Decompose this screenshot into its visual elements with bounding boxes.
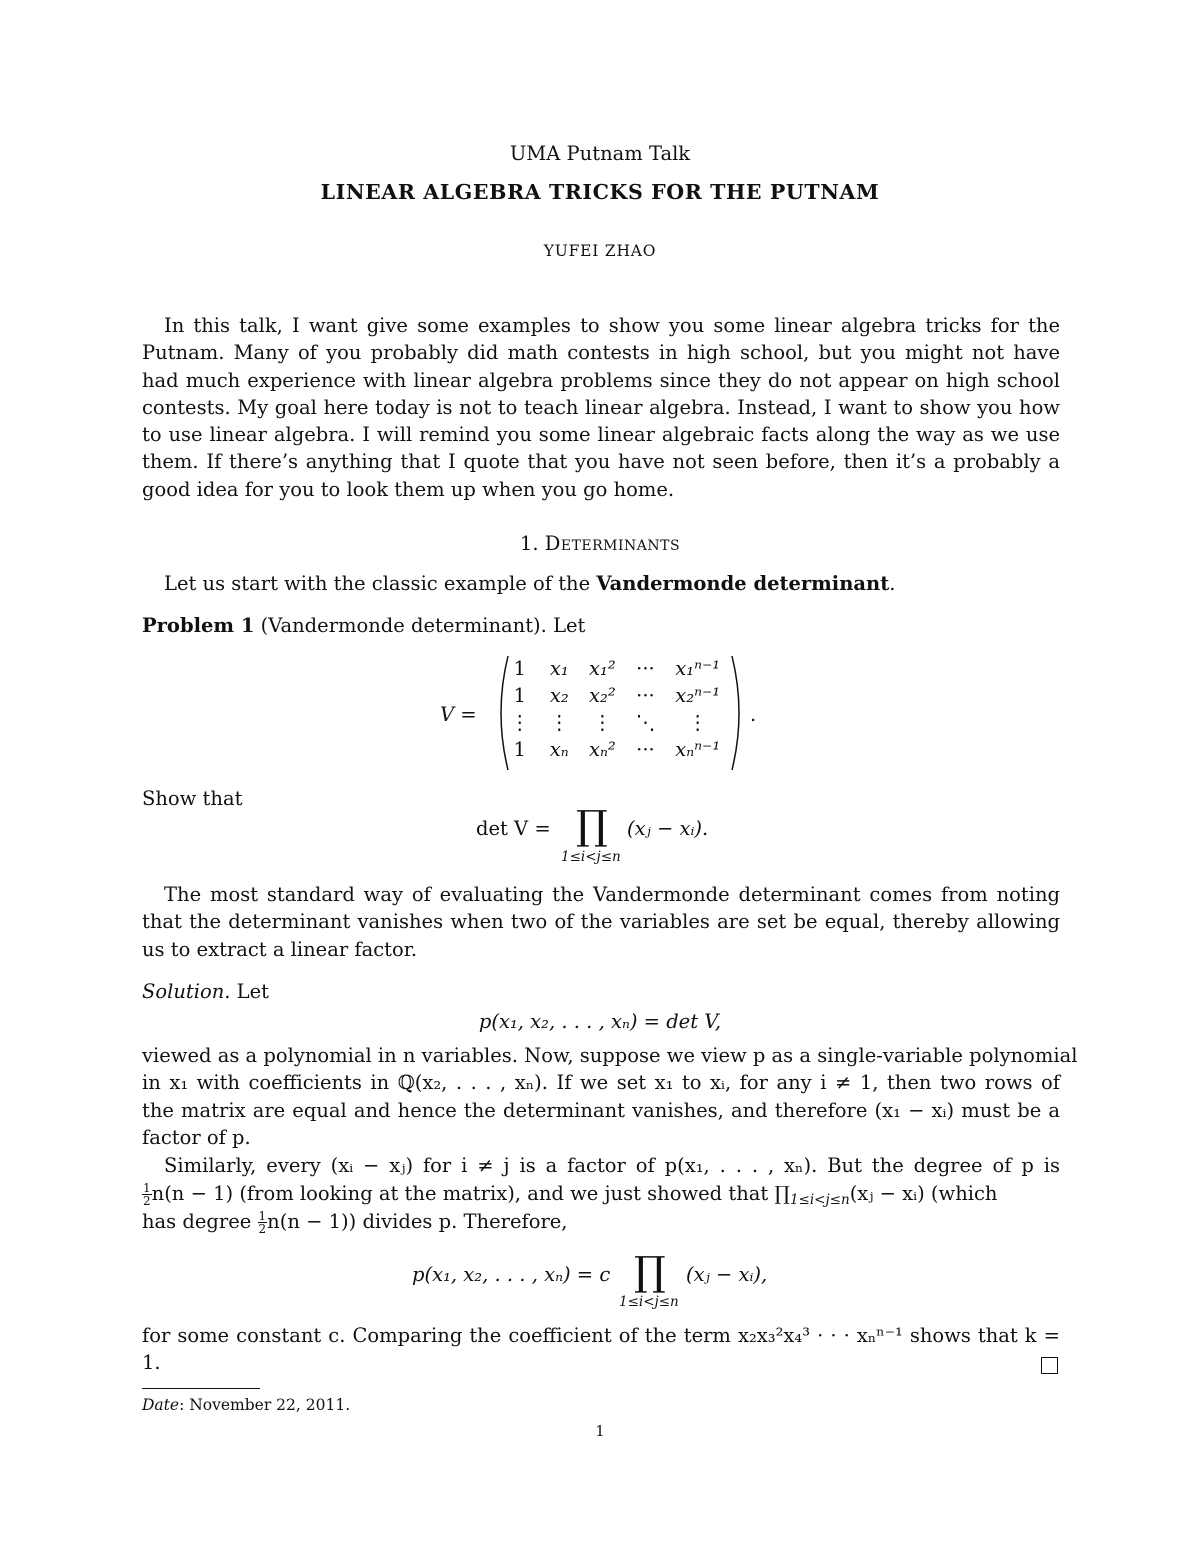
matrix-cell: x₂ [549,684,569,707]
fraction-denominator: 2 [143,1194,151,1208]
closing-paragraph [142,1322,1060,1377]
footnote-text: : November 22, 2011. [179,1396,351,1414]
talk-label: UMA Putnam Talk [509,142,691,165]
lead-end: . [889,572,896,595]
fraction-numerator: 1 [143,1181,151,1195]
intro-line: good idea for you to look them up when you go home. [142,477,675,501]
body-line: factor of p. [142,1125,251,1149]
matrix-cell: ··· [636,657,655,680]
body-line: the matrix are equal and hence the determinant vanishes, and therefore (x₁ − xᵢ) must be a [142,1098,1060,1122]
body-line-text: n(n − 1) (from looking at the matrix), and we just showed that ∏ [151,1182,790,1205]
matrix-cell: ⋱ [635,711,656,734]
fraction-half [142,1182,152,1207]
standard-paragraph [142,881,1060,963]
author-name: YUFEI ZHAO [543,242,657,260]
standard-line: The most standard way of evaluating the Vandermonde determinant comes from noting [164,883,1060,906]
solution-heading [142,978,269,1005]
footnote-label: Date [142,1396,180,1414]
body-line-text: (xⱼ − xᵢ) (which [849,1182,998,1205]
lead-sentence [164,570,895,597]
section-number: 1. [519,532,539,555]
fraction-numerator: 1 [258,1209,267,1223]
matrix-cell: x₁ⁿ⁻¹ [675,657,721,680]
solution-label: Solution. [142,980,231,1003]
solution-text: Let [236,980,269,1003]
fraction-denominator: 2 [258,1222,267,1236]
body-line: viewed as a polynomial in n variables. Now, suppose we view p as a single-variable polynomial [142,1044,1078,1067]
matrix-row [500,709,730,736]
paper-title: LINEAR ALGEBRA TRICKS FOR THE PUTNAM [320,180,880,204]
det-lhs: det V = [476,817,551,840]
intro-line: had much experience with linear algebra problems since they do not appear on high school [142,368,1060,392]
fraction-half [258,1210,268,1235]
problem-paren: (Vandermonde determinant). Let [260,614,586,637]
body-line: in x₁ with coefficients in ℚ(x₂, . . . , xₙ). If we set x₁ to xᵢ, for any i ≠ 1, then two rows of [142,1071,1060,1095]
section-title: Determinants [544,532,681,555]
problem-statement [142,612,585,639]
eq2-limits: 1≤i<j≤n [619,1294,679,1310]
intro-line: Putnam. Many of you probably did math contests in high school, but you might not have [142,341,1060,365]
intro-line: In this talk, I want give some examples to show you some linear algebra tricks for the [164,314,1060,337]
intro-line: them. If there’s anything that I quote that you have not seen before, then it’s a probably a [142,450,1060,474]
standard-line: that the determinant vanishes when two of the variables are set be equal, thereby allowing [142,910,1060,934]
intro-paragraph [142,312,1060,503]
matrix-end: . [750,703,757,726]
matrix-row [500,736,730,763]
lead-text: Let us start with the classic example of the [164,572,591,595]
footnote-rule [142,1388,260,1389]
intro-line: to use linear algebra. I will remind you some linear algebraic facts along the way as we use [142,423,1060,447]
closing-line: 1. [142,1351,161,1375]
inline-product-limits: 1≤i<j≤n [789,1192,850,1208]
matrix-cell: ··· [636,684,655,707]
matrix-cell: x₂² [589,684,616,707]
section-heading [0,530,1200,557]
matrix-cell: 1 [513,738,526,761]
qed-box-icon [1041,1357,1058,1374]
matrix-cell: ··· [636,738,655,761]
product-limits: 1≤i<j≤n [561,849,621,865]
product-symbol-icon: ∏ [634,1249,666,1295]
standard-line: us to extract a linear factor. [142,937,418,961]
footnote [142,1396,350,1414]
matrix-cell: x₁² [589,657,616,680]
matrix-cell: 1 [513,657,526,680]
body-paragraph-2 [142,1152,1060,1179]
matrix-cell: x₂ⁿ⁻¹ [675,684,721,707]
matrix-cell: ⋮ [510,711,530,734]
page-number: 1 [595,1422,605,1440]
matrix-cell: xₙⁿ⁻¹ [675,738,721,761]
matrix-row [500,655,730,682]
matrix-cell: x₁ [549,657,569,680]
problem-label: Problem 1 [142,614,255,637]
matrix-table [500,655,730,763]
eq2-rhs: (xⱼ − xᵢ), [686,1263,768,1286]
body-line-divides [142,1208,568,1235]
matrix-lhs: V = [440,703,477,726]
right-paren-icon [728,654,748,772]
matrix-cell: ⋮ [687,711,708,734]
closing-line: for some constant c. Comparing the coefficient of the term x₂x₃²x₄³ · · · xₙⁿ⁻¹ shows that k = [142,1324,1060,1347]
matrix-cell: ⋮ [549,711,569,734]
matrix-cell: xₙ [549,738,569,761]
det-rhs: (xⱼ − xᵢ). [627,817,709,840]
body-line-text: has degree [142,1210,252,1233]
solution-equation: p(x₁, x₂, . . . , xₙ) = det V, [478,1010,722,1033]
body-paragraph-1 [142,1042,1078,1151]
intro-line: contests. My goal here today is not to teach linear algebra. Instead, I want to show you how [142,395,1060,419]
vandermonde-matrix [500,655,730,763]
lead-bold-term: Vandermonde determinant [596,572,890,595]
body-line-text: n(n − 1)) divides p. Therefore, [267,1210,568,1233]
matrix-cell: xₙ² [589,738,616,761]
matrix-row [500,682,730,709]
eq2-lhs: p(x₁, x₂, . . . , xₙ) = c [412,1263,611,1286]
matrix-cell: ⋮ [592,711,613,734]
body-line: Similarly, every (xᵢ − xⱼ) for i ≠ j is a factor of p(x₁, . . . , xₙ). But the degree of p is [164,1154,1060,1177]
product-symbol-icon: ∏ [576,803,608,849]
matrix-cell: 1 [513,684,526,707]
show-that-text: Show that [142,787,243,810]
